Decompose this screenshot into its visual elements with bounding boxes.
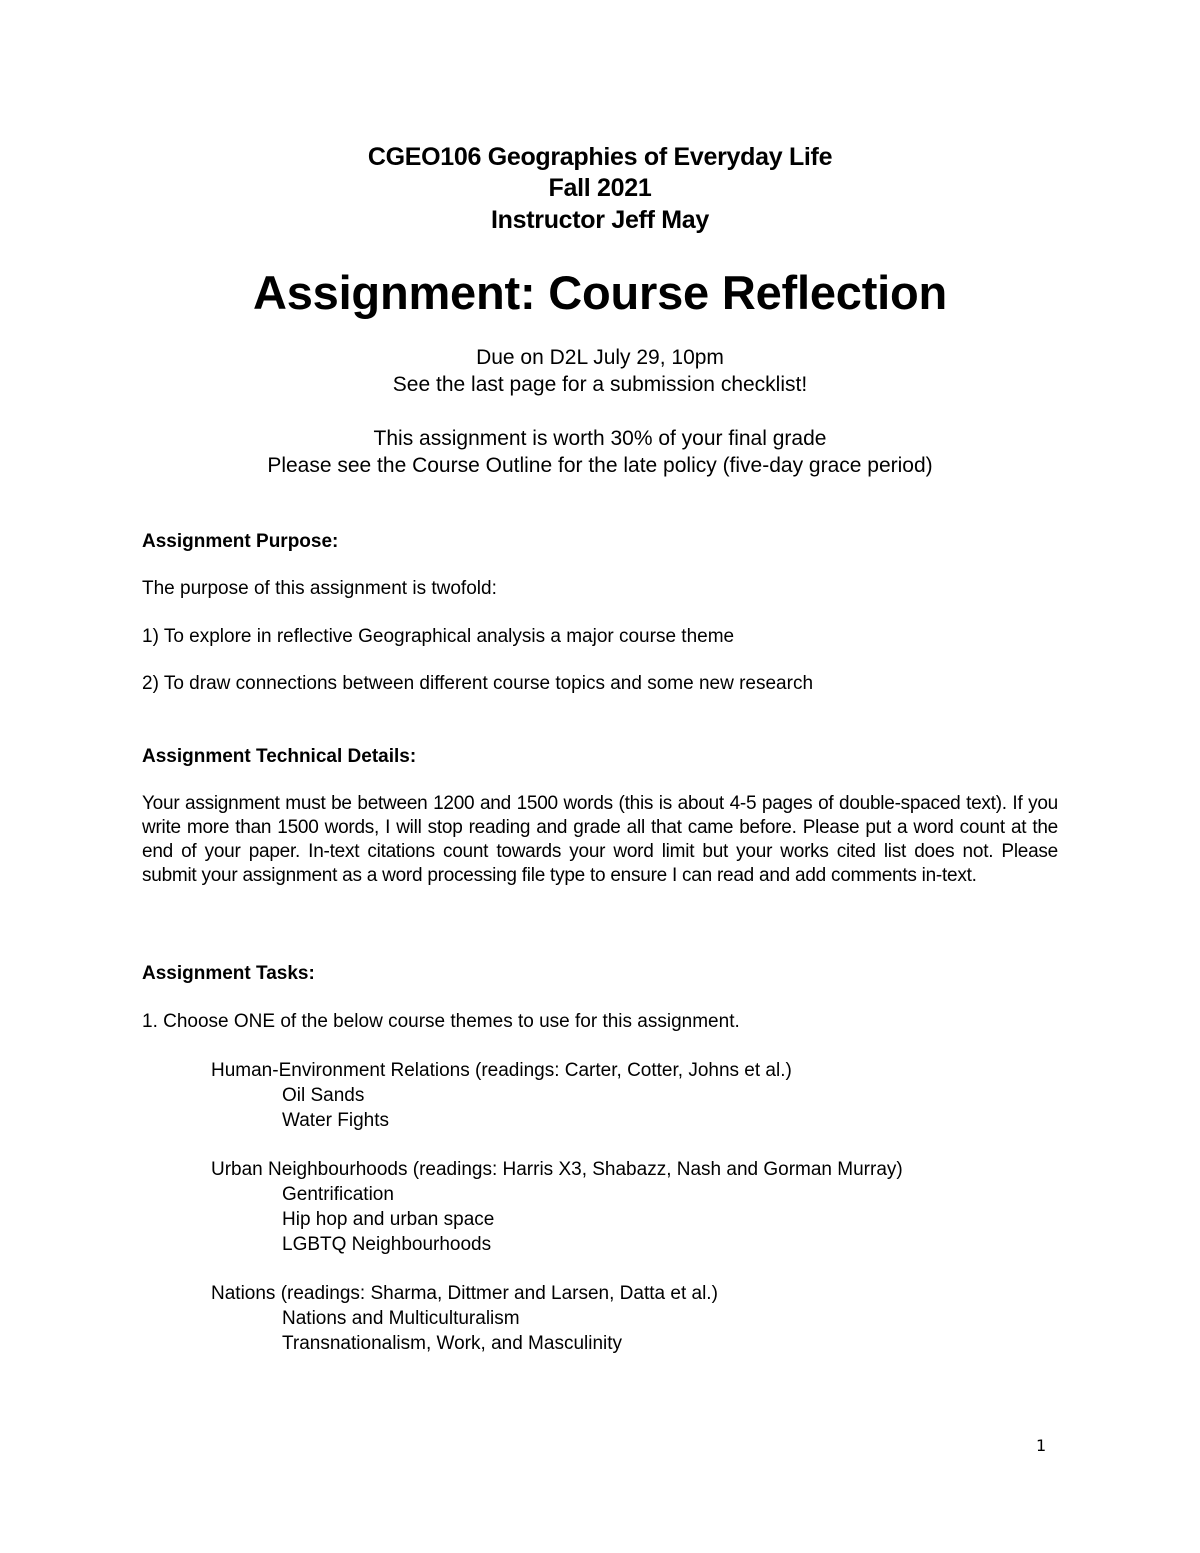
technical-heading: Assignment Technical Details: [142, 746, 417, 767]
theme-topic: Transnationalism, Work, and Masculinity [282, 1333, 623, 1354]
theme-topic: Water Fights [282, 1110, 389, 1131]
theme-title: Urban Neighbourhoods (readings: Harris X3, Shabazz, Nash and Gorman Murray) [211, 1159, 903, 1180]
course-instructor: Instructor Jeff May [491, 206, 709, 234]
course-title: CGEO106 Geographies of Everyday Life [367, 143, 833, 171]
page-title: Assignment: Course Reflection [252, 266, 948, 319]
theme-topic: Gentrification [282, 1184, 394, 1205]
page-number: 1 [1036, 1436, 1047, 1455]
technical-body: Your assignment must be between 1200 and 1500 words (this is about 4-5 pages of double-spaced text). If you write more than 1500 words, I will stop reading and grade all that came before. Please put a word count at the end of your paper. In-text citations count towards your word limit but your works cited list does not. Please submit your assignment as a word processing file type to ensure I can read and add comments in-text. [142, 793, 1058, 886]
grade-weight: This assignment is worth 30% of your final grade [373, 427, 827, 450]
purpose-item-2: 2) To draw connections between different course topics and some new research [142, 673, 814, 694]
theme-topic: Hip hop and urban space [282, 1209, 495, 1230]
checklist-note: See the last page for a submission checklist! [392, 373, 808, 396]
due-date: Due on D2L July 29, 10pm [476, 346, 724, 369]
course-term: Fall 2021 [548, 174, 652, 202]
purpose-intro: The purpose of this assignment is twofold: [142, 578, 497, 599]
theme-title: Human-Environment Relations (readings: Carter, Cotter, Johns et al.) [211, 1060, 792, 1081]
theme-topic: LGBTQ Neighbourhoods [282, 1234, 492, 1255]
theme-topic: Oil Sands [282, 1085, 365, 1106]
late-policy: Please see the Course Outline for the late policy (five-day grace period) [267, 454, 933, 477]
purpose-heading: Assignment Purpose: [142, 531, 339, 552]
tasks-step-1: 1. Choose ONE of the below course themes to use for this assignment. [142, 1011, 740, 1032]
purpose-item-1: 1) To explore in reflective Geographical analysis a major course theme [142, 626, 735, 647]
theme-topic: Nations and Multiculturalism [282, 1308, 520, 1329]
theme-title: Nations (readings: Sharma, Dittmer and Larsen, Datta et al.) [211, 1283, 718, 1304]
tasks-heading: Assignment Tasks: [142, 963, 315, 984]
